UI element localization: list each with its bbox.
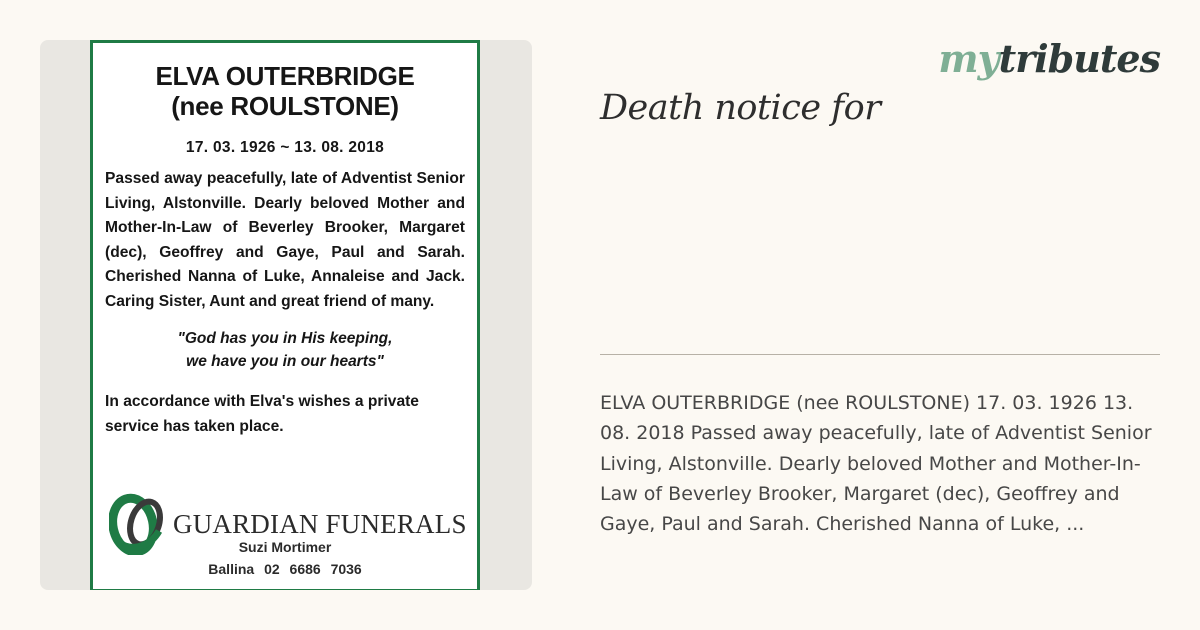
notice-excerpt: ELVA OUTERBRIDGE (nee ROULSTONE) 17. 03. 1926 13. 08. 2018 Passed away peacefully, late of Adventist Senior Living, Alstonville. Dearly beloved Mother and Mother-In-Law of Beverley Brooker, Margaret (dec), Geoffrey and Gaye, Paul and Sarah. Cherished Nanna of Luke, ... [600,392,1152,536]
notice-body: Passed away peacefully, late of Adventist Senior Living, Alstonville. Dearly beloved Mother and Mother-In-Law of Beverley Brooker, Margaret (dec), Geoffrey and Gaye, Paul and Sarah. Cherished Nanna of Luke, Annaleise and Jack. Caring Sister, Aunt and great friend of many. [105,170,465,310]
notice-content [105,43,465,589]
notice-image-frame [40,40,532,590]
notice-verse [105,327,465,373]
verse-line: we have you in our hearts" [186,352,384,370]
deceased-name [105,61,465,121]
brand-part-my: my [938,36,999,81]
page-heading: Death notice for [600,88,881,128]
deceased-name-line: ELVA OUTERBRIDGE [155,61,415,91]
death-notice-card [90,40,480,590]
verse-line: "God has you in His keeping, [177,329,393,347]
mytributes-logo[interactable] [938,36,1160,81]
notice-closing: In accordance with Elva's wishes a private service has taken place. [105,392,419,435]
brand-part-tributes: tributes [998,36,1160,81]
divider [600,354,1160,355]
funeral-contact: Ballina 02 6686 7036 [208,561,362,577]
life-dates: 17. 03. 1926 ~ 13. 08. 2018 [185,139,385,156]
maiden-name-line: (nee ROULSTONE) [171,91,399,121]
funeral-home-name: GUARDIAN FUNERALS [173,509,467,539]
funeral-director: Suzi Mortimer [238,539,332,555]
